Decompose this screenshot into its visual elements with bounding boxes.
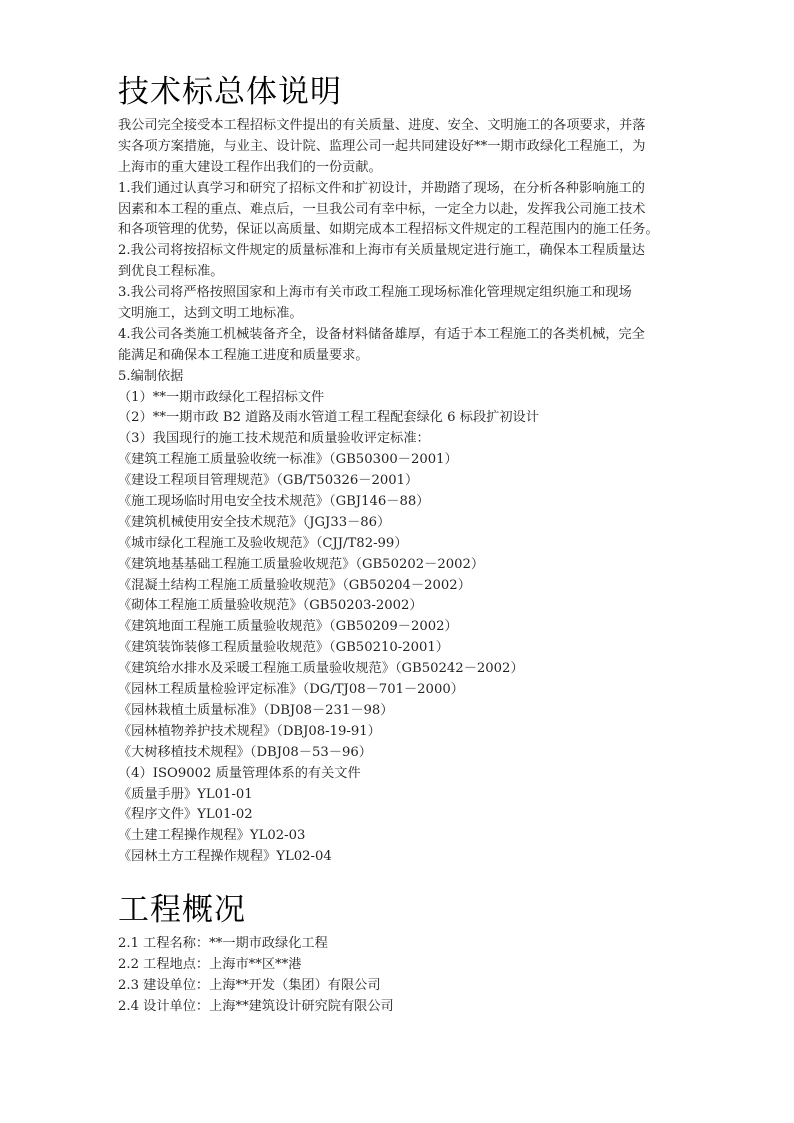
project-overview-body: [118, 934, 684, 1018]
text-line: 2.4 设计单位：上海**建筑设计研究院有限公司: [118, 998, 394, 1014]
technical-overview-body: [118, 116, 684, 868]
text-line: 《土建工程操作规程》YL02-03: [118, 828, 306, 844]
text-line: 1.我们通过认真学习和研究了招标文件和扩初设计，并勘踏了现场，在分析各种影响施工的: [118, 180, 645, 196]
text-line: （4）ISO9002 质量管理体系的有关文件: [118, 765, 361, 781]
text-line: 《园林植物养护技术规程》（DBJ08-19-91）: [118, 723, 381, 739]
text-line: 《园林工程质量检验评定标准》（DG/TJ08－701－2000）: [118, 682, 464, 698]
text-line: 《建筑工程施工质量验收统一标准》（GB50300－2001）: [118, 452, 458, 468]
text-line: 2.3 建设单位：上海**开发（集团）有限公司: [118, 977, 381, 993]
text-line: 《建筑装饰装修工程质量验收规范》（GB50210-2001）: [118, 640, 449, 656]
text-line: 《大树移植技术规程》（DBJ08－53－96）: [118, 744, 372, 760]
text-line: 到优良工程标准。: [118, 264, 224, 280]
text-line: （2）**一期市政 B2 道路及雨水管道工程工程配套绿化 6 标段扩初设计: [118, 410, 539, 426]
text-line: 《建设工程项目管理规范》（GB/T50326－2001）: [118, 473, 419, 489]
text-line: 上海市的重大建设工程作出我们的一份贡献。: [118, 159, 382, 175]
text-line: 《砌体工程施工质量验收规范》（GB50203-2002）: [118, 598, 423, 614]
section-title-project-overview: 工程概况: [118, 892, 246, 929]
text-line: （3）我国现行的施工技术规范和质量验收评定标准：: [118, 431, 430, 447]
text-line: 我公司完全接受本工程招标文件提出的有关质量、进度、安全、文明施工的各项要求，并落: [118, 118, 646, 133]
text-line: 《建筑给水排水及采暖工程施工质量验收规范》（GB50242－2002）: [118, 661, 524, 677]
text-line: 2.2 工程地点：上海市**区**港: [118, 956, 302, 972]
text-line: 《园林栽植土质量标准》（DBJ08－231－98）: [118, 702, 394, 718]
text-line: 《园林土方工程操作规程》YL02-04: [118, 849, 332, 865]
section-gap: [118, 868, 684, 886]
text-line: 3.我公司将严格按照国家和上海市有关市政工程施工现场标准化管理规定组织施工和现场: [118, 285, 632, 301]
text-line: 文明施工，达到文明工地标准。: [118, 306, 303, 322]
document-page: [118, 68, 684, 1018]
text-line: 和各项管理的优势，保证以高质量、如期完成本工程招标文件规定的工程范围内的施工任务。: [118, 222, 659, 238]
text-line: 《建筑地基基础工程施工质量验收规范》（GB50202－2002）: [118, 556, 485, 572]
text-line: 《建筑机械使用安全技术规范》（JGJ33－86）: [118, 514, 391, 530]
text-line: 能满足和确保本工程施工进度和质量要求。: [118, 347, 369, 363]
text-line: 实各项方案措施，与业主、设计院、监理公司一起共同建设好**一期市政绿化工程施工，为: [118, 138, 646, 154]
text-line: 因素和本工程的重点、难点后，一旦我公司有幸中标，一定全力以赴，发挥我公司施工技术: [118, 201, 646, 217]
text-line: 4.我公司各类施工机械装备齐全，设备材料储备雄厚，有适于本工程施工的各类机械，完全: [118, 326, 645, 342]
text-line: 5.编制依据: [118, 368, 184, 384]
section-title-technical-overview: 技术标总体说明: [118, 74, 342, 110]
text-line: 2.1 工程名称：**一期市政绿化工程: [118, 936, 328, 952]
text-line: 《城市绿化工程施工及验收规范》（CJJ/T82-99）: [118, 535, 408, 551]
text-line: 《施工现场临时用电安全技术规范》（GBJ146－88）: [118, 494, 430, 510]
text-line: 《程序文件》YL01-02: [118, 807, 253, 823]
text-line: 《质量手册》YL01-01: [118, 786, 253, 802]
text-line: 2.我公司将按招标文件规定的质量标准和上海市有关质量规定进行施工，确保本工程质量达: [118, 243, 645, 259]
text-line: 《建筑地面工程施工质量验收规范》（GB50209－2002）: [118, 619, 458, 635]
text-line: （1）**一期市政绿化工程招标文件: [118, 389, 325, 405]
text-line: 《混凝土结构工程施工质量验收规范》（GB50204－2002）: [118, 577, 471, 593]
